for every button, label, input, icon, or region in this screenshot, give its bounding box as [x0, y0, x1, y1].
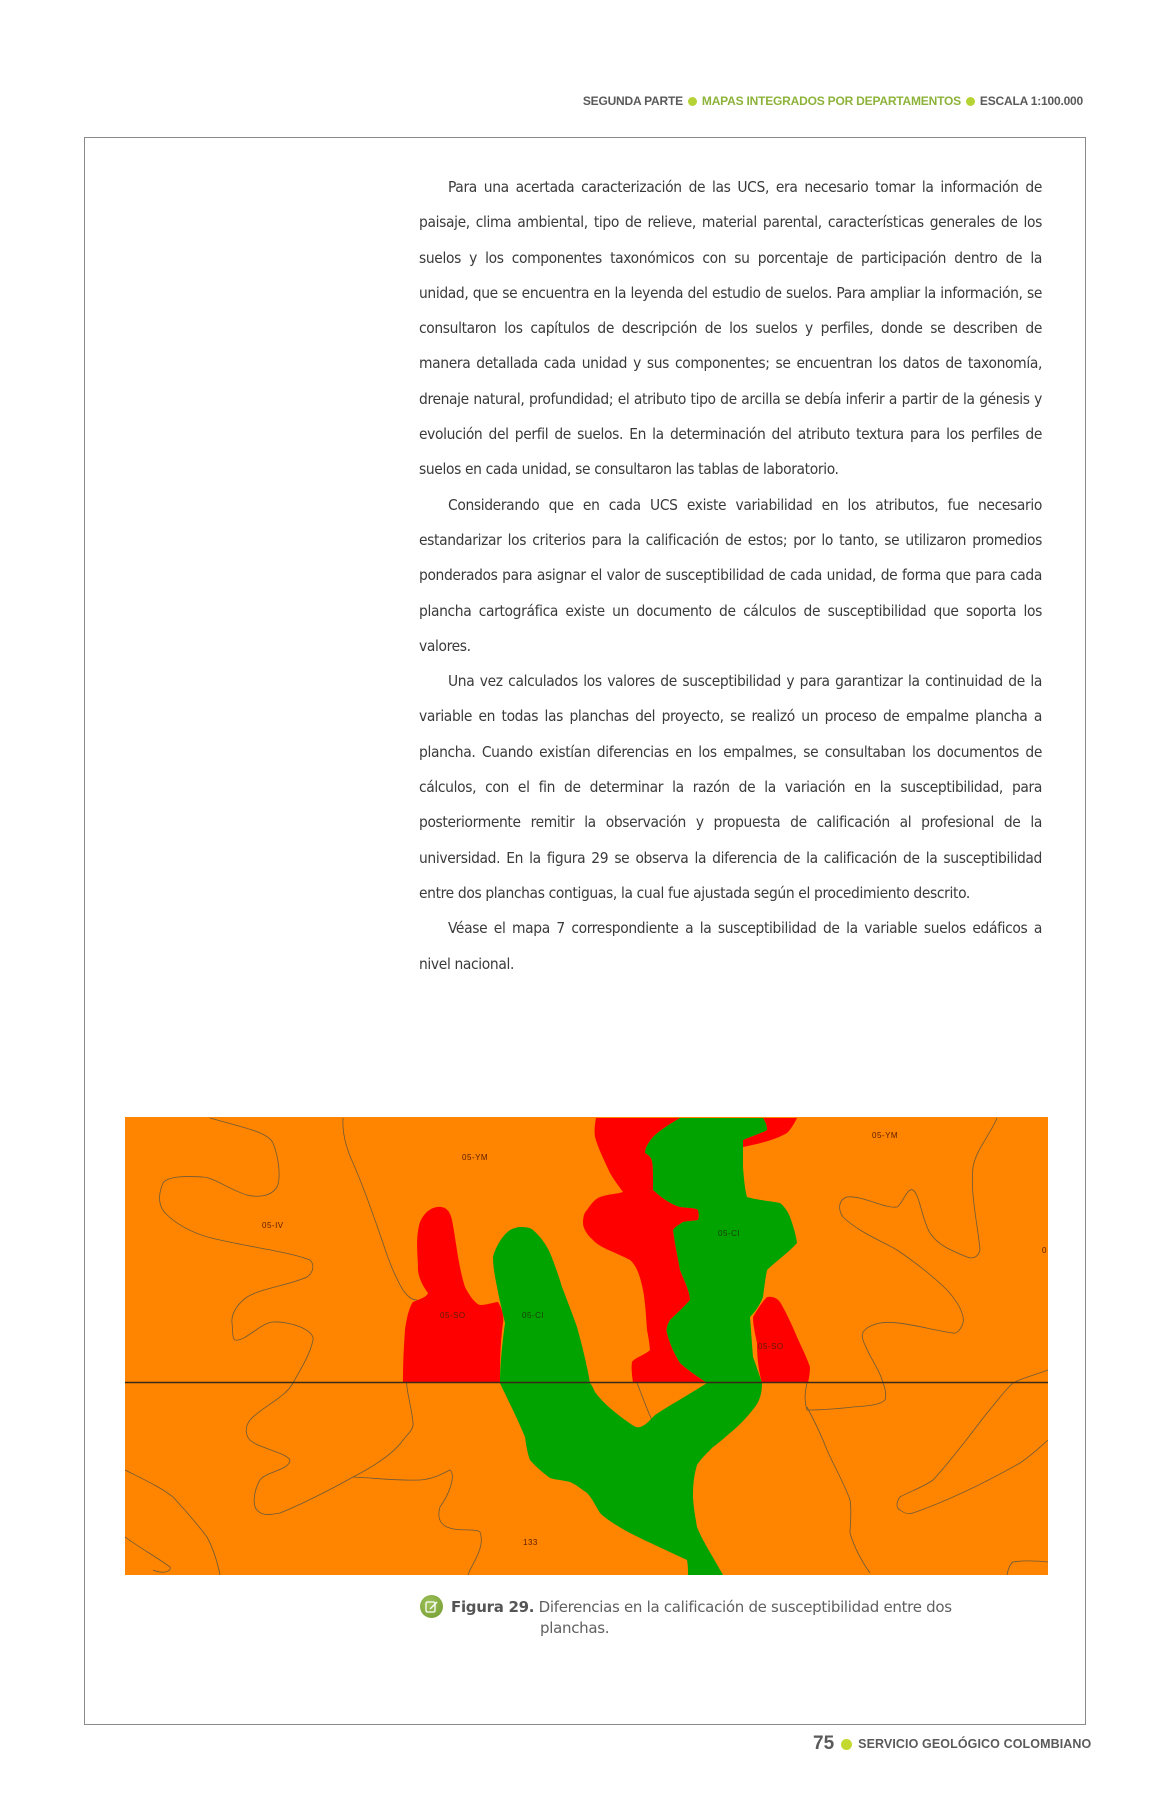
paragraph: Una vez calculados los valores de susceptibilidad y para garantizar la continuidad de la variable en todas las planchas del proyecto, se realizó un proceso de empalme plancha a plancha. Cuando existían diferencias en los empalmes, se consultaban los documentos de cálculos, con el fin de determinar la razón de la variación en la susceptibilidad, para posteriormente remitir la observación y propuesta de calificación al profesional de la universidad. En la figura 29 se observa la diferencia de la calificación de la susceptibilidad entre dos planchas contiguas, la cual fue ajustada según el procedimiento descrito. [419, 672, 1042, 902]
header-bullet-dot-icon [966, 97, 975, 106]
paragraph: Considerando que en cada UCS existe variabilidad en los atributos, fue necesario estandarizar los criterios para la calificación de estos; por lo tanto, se utilizaron promedios ponderados para asignar el valor de susceptibilidad de cada unidad, de forma que para cada plancha cartográfica existe un documento de cálculos de susceptibilidad que soporta los valores. [419, 495, 1042, 655]
susceptibility-map [125, 1117, 1048, 1575]
running-header [583, 93, 1083, 109]
map-label: 0 [1042, 1246, 1047, 1255]
page-footer [813, 1733, 1091, 1755]
header-part: SEGUNDA PARTE [582, 94, 683, 108]
caption-line-1: Diferencias en la calificación de susceptibilidad entre dos [538, 1598, 952, 1616]
map-label: 05-SO [440, 1311, 466, 1320]
map-label: 133 [523, 1538, 538, 1547]
map-label: 05-CI [718, 1229, 741, 1238]
map-label: 05-SO [758, 1342, 784, 1351]
edit-note-icon [420, 1595, 443, 1618]
page-number: 75 [813, 1733, 835, 1754]
map-label: 05-CI [522, 1311, 545, 1320]
map-label: 05-IV [262, 1221, 284, 1230]
map-zone-orange [125, 1117, 1048, 1575]
figure-number: Figura 29. [451, 1598, 535, 1616]
publisher-name: SERVICIO GEOLÓGICO COLOMBIANO [858, 1737, 1092, 1751]
footer-bullet-dot-icon [841, 1739, 852, 1750]
paragraph: Véase el mapa 7 correspondiente a la susceptibilidad de la variable suelos edáficos a nivel nacional. [419, 919, 1042, 973]
map-label: 05-YM [872, 1131, 899, 1140]
header-bullet-dot-icon [688, 97, 697, 106]
header-scale: ESCALA 1:100.000 [979, 94, 1083, 108]
paragraph: Para una acertada caracterización de las UCS, era necesario tomar la información de paisaje, clima ambiental, tipo de relieve, material parental, características generales de los suelos y los componentes taxonómicos con su porcentaje de participación dentro de la unidad, que se encuentra en la leyenda del estudio de suelos. Para ampliar la información, se consultaron los capítulos de descripción de los suelos y perfiles, donde se describen de manera detallada cada unidad y sus componentes; se encuentran los datos de taxonomía, drenaje natural, profundidad; el atributo tipo de arcilla se debía inferir a partir de la génesis y evolución del perfil de suelos. En la determinación del atributo textura para los perfiles de suelos en cada unidad, se consultaron las tablas de laboratorio. [419, 178, 1042, 479]
map-label: 05-YM [462, 1153, 489, 1162]
figure-29-map [125, 1117, 1048, 1575]
header-section: MAPAS INTEGRADOS POR DEPARTAMENTOS [701, 94, 961, 108]
body-text [419, 170, 1042, 982]
caption-line-2: planchas. [540, 1619, 610, 1637]
caption-text [451, 1597, 1011, 1639]
